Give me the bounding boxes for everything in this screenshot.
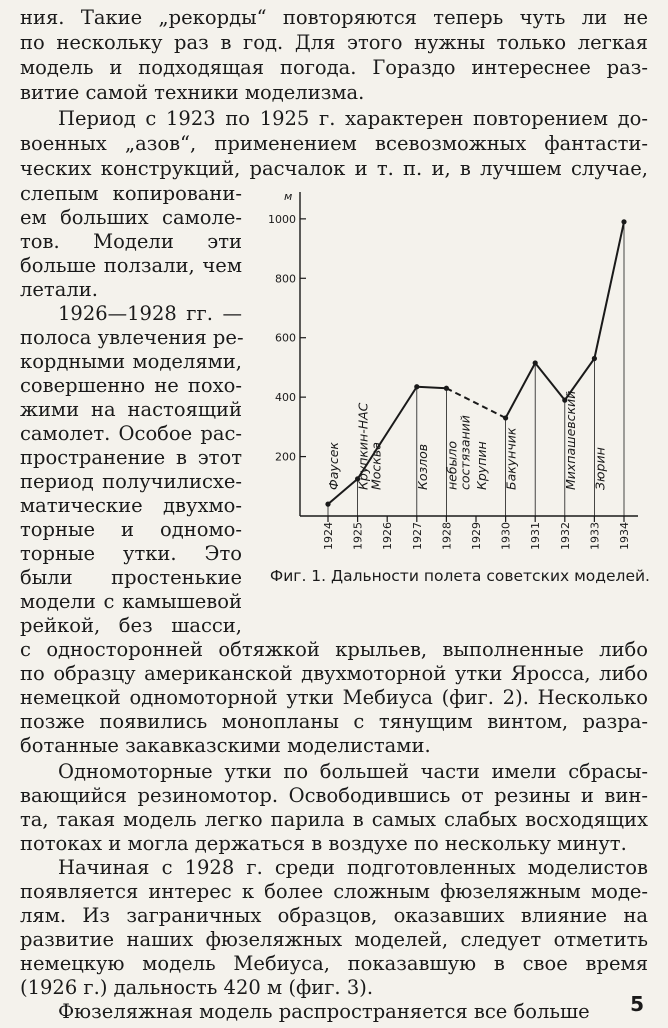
annotation-label: Москва <box>368 442 384 490</box>
annotation-label: Крупкин-НАС <box>355 402 371 490</box>
annotation-label: Бакунчик <box>503 427 519 490</box>
x-tick-label: 1930 <box>499 522 513 550</box>
text-line: ботанные закавказскими моделистами. <box>20 734 431 757</box>
text-line: Фюзеляжная модель распространяется все больше <box>58 1000 590 1023</box>
annotation-label: Крупин <box>474 441 489 490</box>
text-line: совершенно не похо- <box>20 374 242 397</box>
text-line: с односторонней обтяжкой крыльев, выполненные либо <box>20 638 648 661</box>
y-tick-label: 200 <box>275 450 296 464</box>
text-line: Начиная с 1928 г. среди подготовленных моделистов <box>58 856 648 879</box>
text-line: полоса увлечения ре- <box>20 326 244 349</box>
y-unit-label: м <box>284 190 293 203</box>
text-line: та, такая модель легко парила в самых слабых восходящих <box>20 808 648 831</box>
text-line: немецкую модель Мебиуса, показавшую в свое время <box>20 952 648 975</box>
data-point <box>621 219 626 224</box>
text-line: матические двухмо- <box>20 494 242 517</box>
annotation-label: небыло <box>444 440 460 490</box>
annotation-label: состязаний <box>457 415 473 490</box>
annotation-label: Фаусек <box>326 442 341 490</box>
page-number: 5 <box>630 992 644 1016</box>
series-segment <box>594 222 624 359</box>
annotation-label: Михпашевский <box>562 390 578 490</box>
series-segment <box>417 387 447 388</box>
text-line: ческих конструкций, расчалок и т. п. и, в лучшем случае, <box>20 157 648 180</box>
x-tick-label: 1928 <box>440 522 454 550</box>
text-line: слепым копировани- <box>20 182 242 205</box>
text-line: лям. Из заграничных образцов, оказавших влияние на <box>20 904 648 927</box>
y-tick-label: 1000 <box>268 212 296 226</box>
series-segment <box>446 388 505 418</box>
text-line: появляется интерес к более сложным фюзеляжным моде- <box>20 880 648 903</box>
data-point <box>592 356 597 361</box>
text-line: были простенькие <box>20 566 242 589</box>
x-tick-label: 1931 <box>529 522 543 550</box>
text-line: военных „азов“, применением всевозможных фантасти- <box>20 132 648 155</box>
text-line: самолет. Особое рас- <box>20 422 242 445</box>
x-tick-label: 1932 <box>558 522 572 550</box>
x-tick-label: 1929 <box>470 522 483 550</box>
text-line: торные и одномо- <box>20 518 242 541</box>
range-chart <box>258 182 650 562</box>
figure-caption: Фиг. 1. Дальности полета советских моделей. <box>269 567 650 585</box>
text-line: потоках и могла держаться в воздухе по нескольку минут. <box>20 832 627 855</box>
annotation-label: Зюрин <box>592 447 608 490</box>
data-point <box>503 415 508 420</box>
x-tick-label: 1927 <box>410 522 424 550</box>
text-line: ем больших самоле- <box>20 206 242 229</box>
y-tick-label: 800 <box>275 272 296 286</box>
text-line: развитие наших фюзеляжных моделей, следует отметить <box>20 928 648 951</box>
text-line: рейкой, без шасси, <box>20 614 242 637</box>
text-line: летали. <box>20 278 98 301</box>
text-line: по нескольку раз в год. Для этого нужны только легкая <box>20 31 648 54</box>
text-line: тов. Модели эти <box>20 230 242 253</box>
text-line: больше ползали, чем <box>20 254 242 277</box>
text-line: модель и подходящая погода. Гораздо интереснее раз- <box>20 56 648 79</box>
text-line: вающийся резиномотор. Освободившись от резины и вин- <box>20 784 648 807</box>
x-tick-label: 1925 <box>351 522 365 550</box>
text-line: Одномоторные утки по большей части имели сбрасы- <box>58 760 648 783</box>
x-tick-label: 1934 <box>618 522 631 550</box>
text-line: немецкой одномоторной утки Мебиуса (фиг. 2). Несколько <box>20 686 648 709</box>
text-line: торные утки. Это <box>20 542 242 565</box>
text-line: по образцу американской двухмоторной утки Яросса, либо <box>20 662 648 685</box>
text-line: пространение в этот <box>20 446 242 469</box>
text-line: ния. Такие „рекорды“ повторяются теперь чуть ли не <box>20 6 648 29</box>
text-line: витие самой техники моделизма. <box>20 81 365 104</box>
text-line: 1926—1928 гг. — <box>58 302 242 325</box>
y-tick-label: 600 <box>275 331 296 345</box>
range-chart-figure <box>258 182 650 602</box>
data-point <box>414 384 419 389</box>
x-tick-label: 1926 <box>381 522 395 550</box>
x-tick-label: 1924 <box>322 522 335 550</box>
series-segment <box>535 363 565 400</box>
y-tick-label: 400 <box>275 391 296 405</box>
data-point <box>533 360 538 365</box>
text-line: позже появились монопланы с тянущим винтом, разра- <box>20 710 648 733</box>
text-line: Период с 1923 по 1925 г. характерен повторением до- <box>58 107 648 130</box>
text-line: кордными моделями, <box>20 350 242 373</box>
series-segment <box>506 363 536 418</box>
text-line: жими на настоящий <box>20 398 242 421</box>
x-tick-label: 1933 <box>588 522 602 550</box>
data-point <box>444 386 449 391</box>
text-line: (1926 г.) дальность 420 м (фиг. 3). <box>20 976 374 999</box>
text-line: модели с камышевой <box>20 590 242 613</box>
data-point <box>325 502 330 507</box>
annotation-label: Козлов <box>414 443 430 490</box>
text-line: период получилисхе- <box>20 470 242 493</box>
